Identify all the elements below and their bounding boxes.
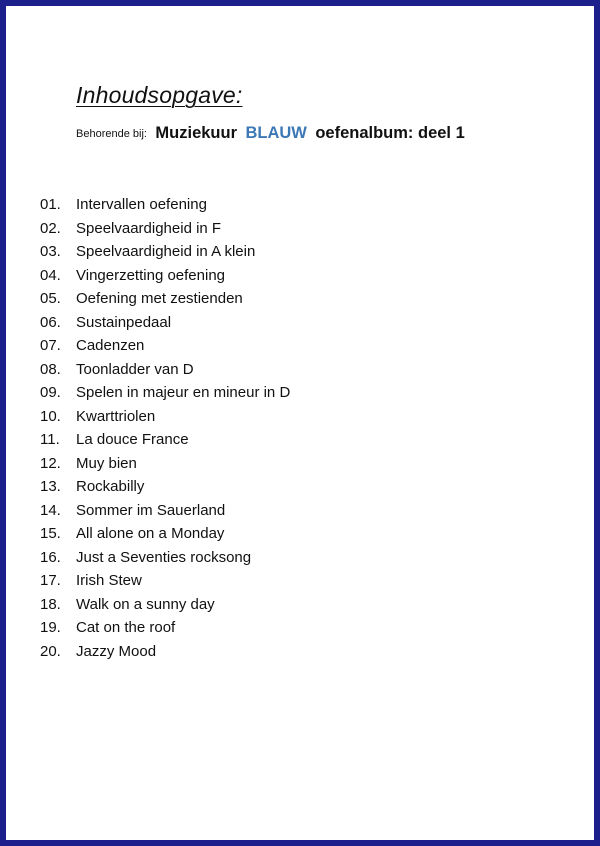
list-item <box>40 193 290 217</box>
subtitle-part1: Muziekuur <box>155 124 237 142</box>
subtitle-prefix: Behorende bij: <box>76 128 147 140</box>
item-label: Muy bien <box>76 454 137 472</box>
item-number: 03. <box>40 243 61 260</box>
item-label: Cat on the roof <box>76 619 176 636</box>
item-label: La douce France <box>76 431 189 448</box>
item-number: 01. <box>40 196 61 213</box>
list-item <box>40 428 290 452</box>
item-label: Oefening met zestienden <box>76 290 243 307</box>
item-label: Toonladder van D <box>76 360 194 378</box>
list-item <box>40 240 290 264</box>
item-number: 12. <box>40 454 61 472</box>
table-of-contents <box>40 193 290 663</box>
subtitle-accent: BLAUW <box>245 124 307 142</box>
item-label: Cadenzen <box>76 337 145 354</box>
item-number: 17. <box>40 572 61 589</box>
list-item <box>40 616 290 640</box>
subtitle-part2: oefenalbum: deel 1 <box>315 124 465 142</box>
item-number: 13. <box>40 478 61 495</box>
list-item <box>40 640 290 664</box>
list-item <box>40 405 290 429</box>
list-item <box>40 217 290 241</box>
item-number: 06. <box>40 313 61 331</box>
list-item <box>40 264 290 288</box>
subtitle <box>76 124 465 143</box>
list-item <box>40 287 290 311</box>
list-item <box>40 381 290 405</box>
item-label: Just a Seventies rocksong <box>76 548 252 566</box>
item-label: Jazzy Mood <box>76 642 157 660</box>
item-number: 20. <box>40 642 61 660</box>
list-item <box>40 452 290 476</box>
item-label: Sustainpedaal <box>76 313 172 331</box>
item-label: All alone on a Monday <box>76 525 225 542</box>
item-label: Rockabilly <box>76 478 145 495</box>
item-number: 15. <box>40 525 61 542</box>
item-label: Intervallen oefening <box>76 196 207 213</box>
list-item <box>40 334 290 358</box>
list-item <box>40 499 290 523</box>
item-number: 05. <box>40 290 61 307</box>
item-number: 19. <box>40 619 61 636</box>
item-number: 16. <box>40 548 61 566</box>
list-item <box>40 311 290 335</box>
page-title: Inhoudsopgave: <box>76 82 243 108</box>
item-number: 09. <box>40 384 61 401</box>
item-label: Kwarttriolen <box>76 407 156 425</box>
item-label: Speelvaardigheid in F <box>76 219 222 237</box>
item-number: 04. <box>40 266 61 284</box>
item-label: Vingerzetting oefening <box>76 266 226 284</box>
item-number: 02. <box>40 219 61 237</box>
list-item <box>40 522 290 546</box>
list-item <box>40 475 290 499</box>
item-label: Spelen in majeur en mineur in D <box>76 384 291 401</box>
item-number: 18. <box>40 595 61 613</box>
item-number: 14. <box>40 501 61 519</box>
item-number: 07. <box>40 337 61 354</box>
item-label: Irish Stew <box>76 572 142 589</box>
list-item <box>40 569 290 593</box>
list-item <box>40 593 290 617</box>
item-label: Walk on a sunny day <box>76 595 215 613</box>
list-item <box>40 358 290 382</box>
item-number: 08. <box>40 360 61 378</box>
item-label: Speelvaardigheid in A klein <box>76 243 256 260</box>
list-item <box>40 546 290 570</box>
item-number: 10. <box>40 407 61 425</box>
item-label: Sommer im Sauerland <box>76 501 226 519</box>
item-number: 11. <box>40 431 60 448</box>
